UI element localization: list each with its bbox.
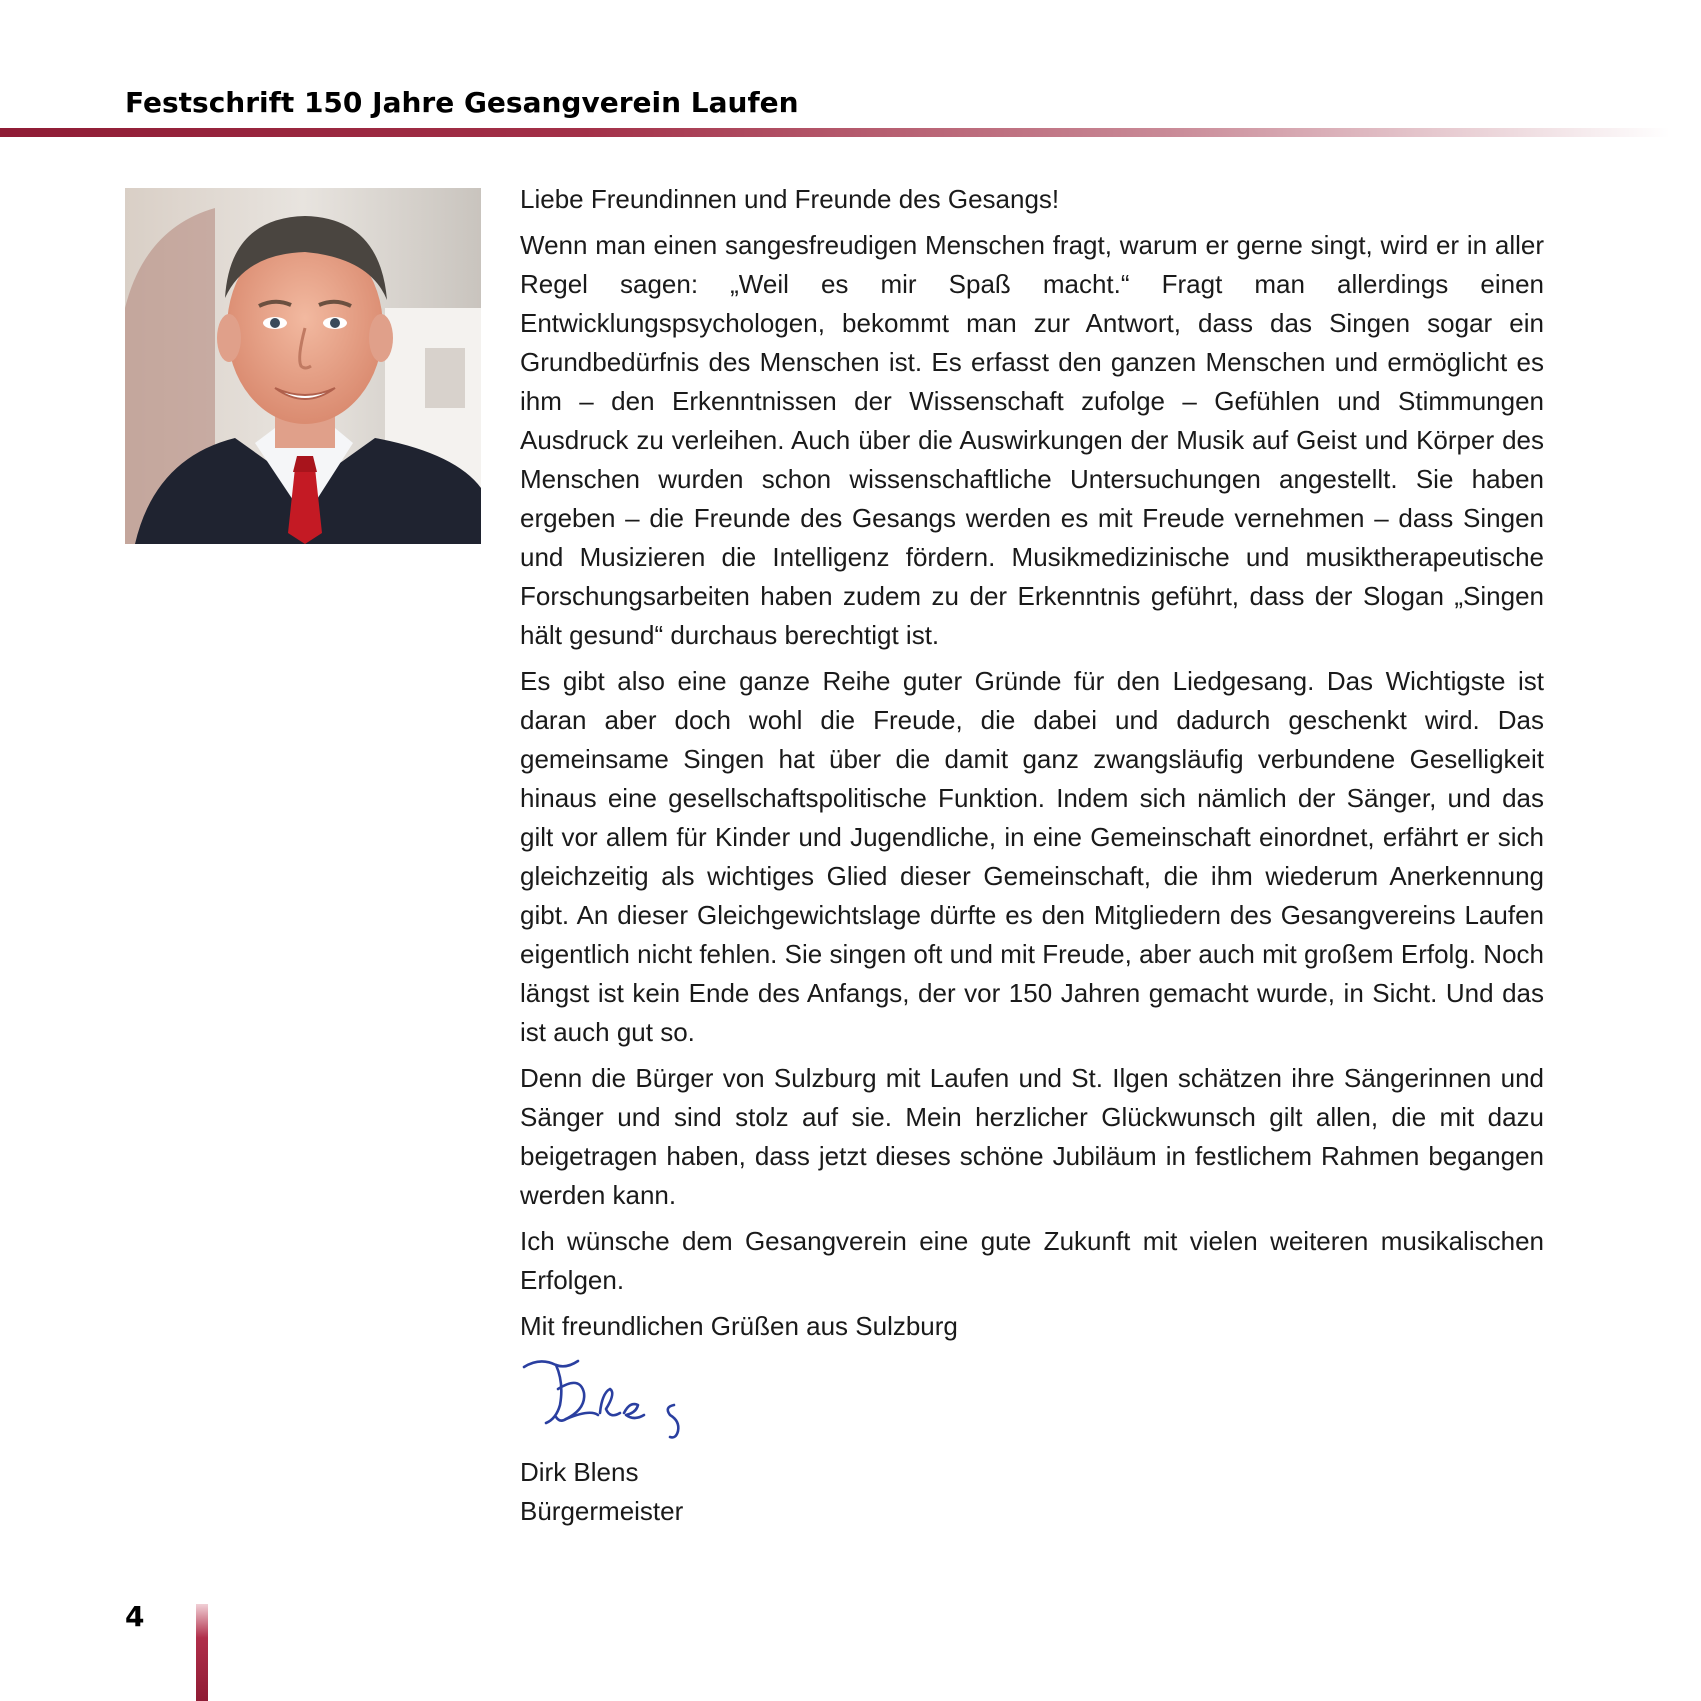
letter-paragraph: Denn die Bürger von Sulzburg mit Laufen und St. Ilgen schätzen ihre Sängerinnen und Sänger und sind stolz auf sie. Mein herzlicher Glückwunsch gilt allen, die mit dazu beigetragen haben, dass jetzt dieses schöne Jubiläum in festlichem Rahmen begangen werden kann.	[520, 1063, 1544, 1210]
signer-title: Bürgermeister	[520, 1496, 684, 1526]
portrait-photo	[125, 188, 481, 544]
page-number-accent-bar	[196, 1604, 208, 1701]
handwritten-signature	[520, 1353, 720, 1443]
signer-name: Dirk Blens	[520, 1457, 639, 1487]
letter-paragraph: Es gibt also eine ganze Reihe guter Gründe für den Liedgesang. Das Wichtigste ist daran aber doch wohl die Freude, die dabei und dadurch geschenkt wird. Das gemeinsame Singen hat über die damit ganz zwangsläufig verbundene Geselligkeit hinaus eine gesellschaftspolitische Funktion. Indem sich nämlich der Sänger, und das gilt vor allem für Kinder und Jugendliche, in eine Gemeinschaft einordnet, erfährt er sich gleichzeitig als wichtiges Glied dieser Gemeinschaft, die ihm wiederum Anerkennung gibt. An dieser Gleichgewichtslage dürfte es den Mitgliedern des Gesangvereins Laufen eigentlich nicht fehlen. Sie singen oft und mit Freude, aber auch mit großem Erfolg. Noch längst ist kein Ende des Anfangs, der vor 150 Jahren gemacht wurde, in Sicht. Und das ist auch gut so.	[520, 666, 1544, 1047]
letter-paragraph: Ich wünsche dem Gesangverein eine gute Zukunft mit vielen weiteren musikalischen Erfolgen.	[520, 1226, 1544, 1295]
header-divider	[0, 128, 1670, 137]
letter-closing: Mit freundlichen Grüßen aus Sulzburg	[520, 1311, 958, 1341]
letter-greeting: Liebe Freundinnen und Freunde des Gesangs!	[520, 184, 1060, 214]
page-header-title: Festschrift 150 Jahre Gesangverein Laufen	[125, 86, 799, 119]
page-number: 4	[125, 1600, 145, 1633]
letter-body	[520, 180, 1544, 1531]
letter-paragraph: Wenn man einen sangesfreudigen Menschen fragt, warum er gerne singt, wird er in aller Regel sagen: „Weil es mir Spaß macht.“ Fragt man allerdings einen Entwicklungspsychologen, bekommt man zur Antwort, dass das Singen sogar ein Grundbedürfnis des Menschen ist. Es erfasst den ganzen Menschen und ermöglicht es ihm – den Erkenntnissen der Wissenschaft zufolge – Gefühlen und Stimmungen Ausdruck zu verleihen. Auch über die Auswirkungen der Musik auf Geist und Körper des Menschen wurden schon wissenschaftliche Untersuchungen angestellt. Sie haben ergeben – die Freunde des Gesangs werden es mit Freude vernehmen – dass Singen und Musizieren die Intelligenz fördern. Musikmedizinische und musiktherapeutische Forschungsarbeiten haben zudem zu der Erkenntnis geführt, dass der Slogan „Singen hält gesund“ durchaus berechtigt ist.	[520, 230, 1544, 650]
